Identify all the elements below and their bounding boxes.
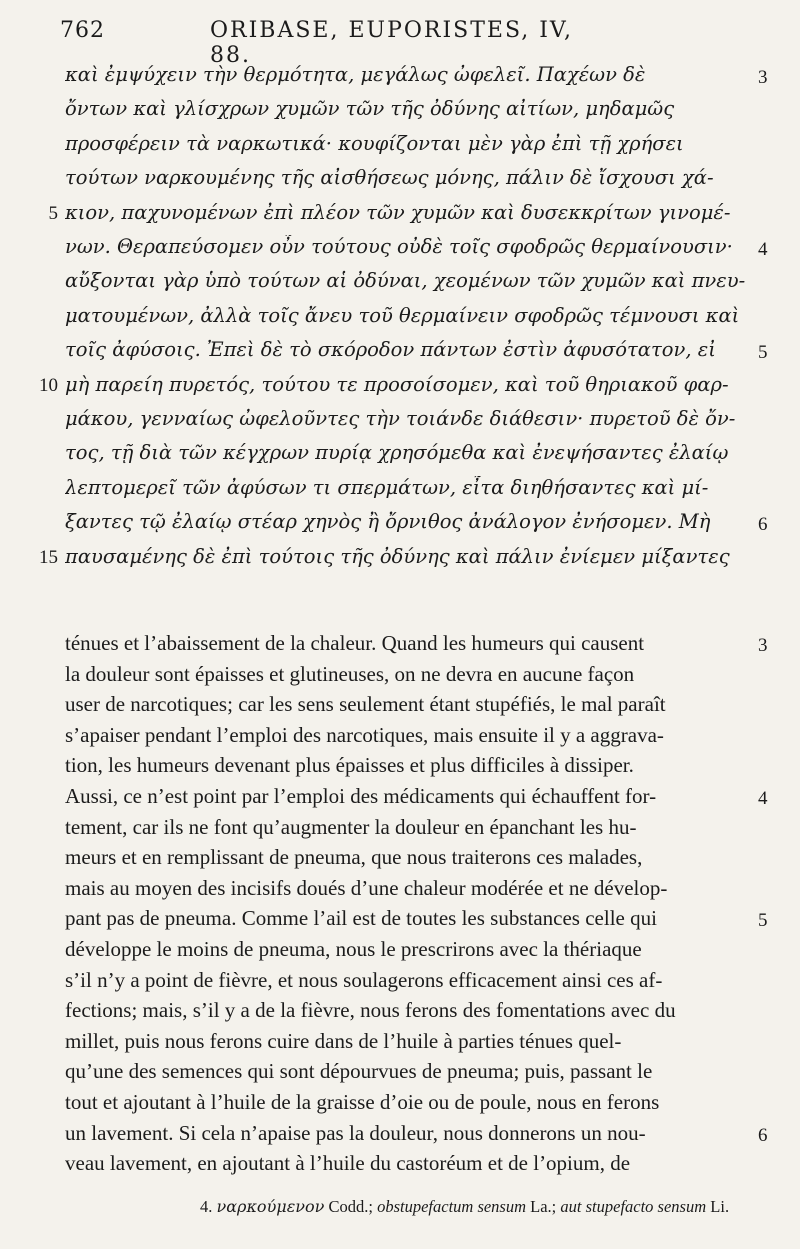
line-number: 10 (39, 374, 58, 396)
french-text-line: Aussi, ce n’est point par l’emploi des médicaments qui échauffent for- (65, 784, 657, 808)
margin-section-number: 6 (758, 1124, 768, 1146)
margin-section-number: 4 (758, 788, 768, 809)
line-number: 5 (48, 202, 58, 224)
footnote-greek-word: ναρκούμενον (216, 1197, 325, 1216)
french-text-line: veau lavement, en ajoutant à l’huile du castoréum et de l’opium, de (65, 1151, 631, 1176)
footnote (200, 1197, 760, 1217)
french-text-line: user de narcotiques; car les sens seulement étant stupéfiés, le mal paraît (65, 692, 666, 717)
margin-section-number: 6 (758, 514, 768, 536)
french-text-line: meurs et en remplissant de pneuma, que nous traiterons ces malades, (65, 845, 643, 870)
greek-text-line: τούτων ναρκουμένης τῆς αἰσθήσεως μόνης, πάλιν δὲ ἴσχουσι χά- (65, 166, 714, 190)
margin-section-number: 5 (758, 342, 768, 364)
greek-text-line: ξαντες τῷ ἐλαίῳ στέαρ χηνὸς ἢ ὄρνιθος ἀνάλογον ἐνήσομεν. Μὴ (65, 510, 711, 534)
french-text-line: fections; mais, s’il y a de la fièvre, nous ferons des fomentations avec du (65, 998, 676, 1023)
greek-text-line: παυσαμένης δὲ ἐπὶ τούτοις τῆς ὀδύνης καὶ πάλιν ἐνίεμεν μίξαντες (65, 544, 730, 568)
french-text-line: tement, car ils ne font qu’augmenter la douleur en épanchant les hu- (65, 814, 637, 839)
greek-text-line: τος, τῇ διὰ τῶν κέγχρων πυρίᾳ χρησόμεθα καὶ ἐνεψήσαντες ἐλαίῳ (65, 441, 729, 465)
french-text-line: la douleur sont épaisses et glutineuses, on ne devra en aucune façon (65, 661, 635, 686)
french-text-line: tion, les humeurs devenant plus épaisses et plus difficiles à dissiper. (65, 753, 634, 778)
french-text-line: s’il n’y a point de fièvre, et nous soulagerons efficacement ainsi ces af- (65, 967, 663, 992)
footnote-variant-1: obstupefactum sensum (377, 1197, 527, 1216)
footnote-text-2: La.; (526, 1197, 561, 1216)
french-text-line: développe le moins de pneuma, nous le prescrirons avec la thériaque (65, 937, 642, 961)
page-number: 762 (60, 18, 105, 43)
margin-section-number: 3 (758, 67, 768, 88)
greek-text-line: καὶ ἐμψύχειν τὴν θερμότητα, μεγάλως ὠφελεῖ. Παχέων δὲ (65, 63, 646, 86)
margin-section-number: 5 (758, 910, 768, 932)
greek-text-line: κιον, παχυνομένων ἐπὶ πλέον τῶν χυμῶν καὶ δυσεκκρίτων γινομέ- (65, 200, 731, 224)
french-text-line: ténues et l’abaissement de la chaleur. Quand les humeurs qui causent (65, 631, 645, 655)
greek-text-line: μὴ παρείη πυρετός, τούτου τε προσοίσομεν, καὶ τοῦ θηριακοῦ φαρ- (65, 372, 729, 396)
greek-text-line: τοῖς ἀφύσοις. Ἐπεὶ δὲ τὸ σκόροδον πάντων ἐστὶν ἀφυσότατον, εἰ (65, 338, 716, 362)
french-text-line: pant pas de pneuma. Comme l’ail est de toutes les substances celle qui (65, 906, 657, 931)
page-header (60, 18, 620, 68)
french-text-line: un lavement. Si cela n’apaise pas la douleur, nous donnerons un nou- (65, 1120, 646, 1145)
greek-text-line: ματουμένων, ἀλλὰ τοῖς ἄνευ τοῦ θερμαίνειν σφοδρῶς τέμνουσι καὶ (65, 303, 740, 327)
french-text-line: s’apaiser pendant l’emploi des narcotiques, mais ensuite il y a aggrava- (65, 722, 664, 747)
french-text-line: tout et ajoutant à l’huile de la graisse d’oie ou de poule, nous en ferons (65, 1090, 660, 1114)
margin-section-number: 4 (758, 239, 768, 260)
footnote-variant-2: aut stupefacto sensum (560, 1197, 707, 1216)
greek-text-line: νων. Θεραπεύσομεν οὖν τούτους οὐδὲ τοῖς σφοδρῶς θερμαίνουσιν· (65, 235, 733, 258)
french-text-line: qu’une des semences qui sont dépourvues de pneuma; puis, passant le (65, 1059, 653, 1084)
french-text-line: millet, puis nous ferons cuire dans de l’huile à parties ténues quel- (65, 1028, 622, 1053)
greek-text-line: προσφέρειν τὰ ναρκωτικά· κουφίζονται μὲν γὰρ ἐπὶ τῇ χρήσει (65, 131, 684, 155)
running-head: ORIBASE, EUPORISTES, IV, 88. (210, 18, 573, 68)
line-number: 15 (39, 546, 58, 568)
greek-text-line: αὔξονται γὰρ ὑπὸ τούτων αἱ ὀδύναι, χεομένων τῶν χυμῶν καὶ πνευ- (65, 269, 746, 293)
french-text-line: mais au moyen des incisifs doués d’une chaleur modérée et ne dévelop- (65, 875, 668, 900)
greek-text-line: λεπτομερεῖ τῶν ἀφύσων τι σπερμάτων, εἶτα διηθήσαντες καὶ μί- (65, 475, 709, 499)
greek-text-line: μάκου, γενναίως ὠφελοῦντες τὴν τοιάνδε διάθεσιν· πυρετοῦ δὲ ὄν- (65, 407, 736, 430)
margin-section-number: 3 (758, 635, 768, 656)
footnote-text-3: Li. (706, 1197, 730, 1216)
footnote-text-1: Codd.; (324, 1197, 378, 1216)
greek-text-line: ὄντων καὶ γλίσχρων χυμῶν τῶν τῆς ὀδύνης αἰτίων, μηδαμῶς (65, 97, 675, 121)
footnote-number: 4. (200, 1197, 213, 1216)
